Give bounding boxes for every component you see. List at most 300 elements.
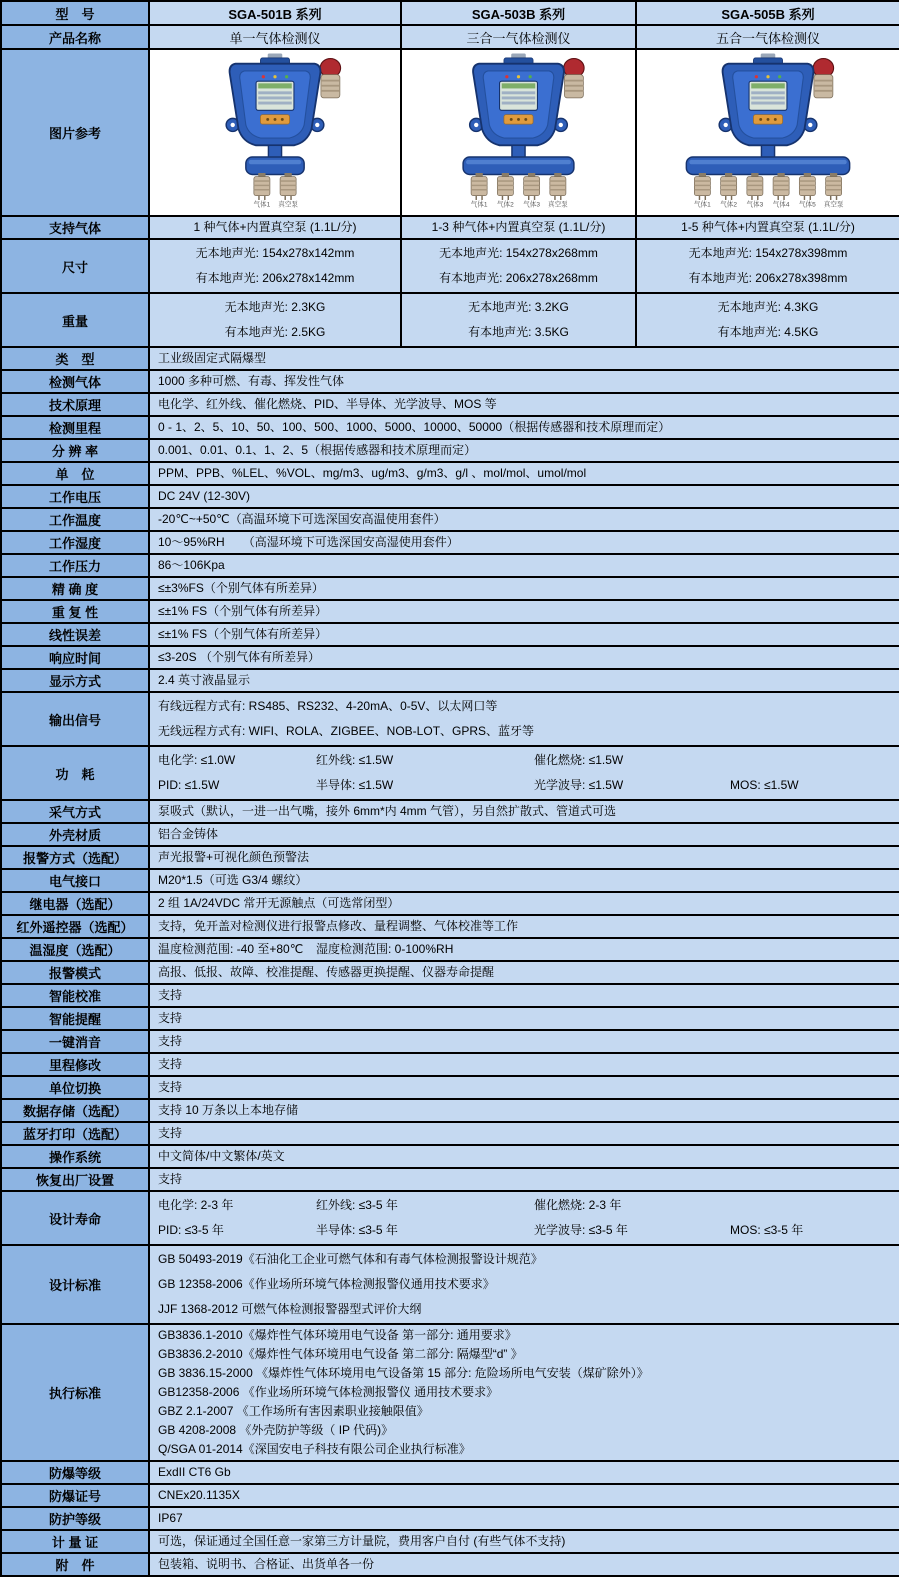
spec-value-cell: [149, 370, 899, 393]
spec-value-line: 有本地声光: 4.5KG: [717, 325, 819, 339]
spec-value-line: [158, 372, 891, 391]
spec-value-line: [158, 940, 891, 959]
spec-value-line: [158, 894, 891, 913]
sensor-label: 气体2: [720, 201, 738, 208]
sensor-label: 气体3: [746, 201, 764, 208]
spec-value-cell: [149, 1030, 899, 1053]
spec-row: [1, 1030, 899, 1053]
spec-value-line: [158, 533, 891, 552]
spec-label-cell: 工作电压: [1, 485, 149, 508]
spec-value-line: [158, 1440, 891, 1459]
spec-label-cell: 附 件: [1, 1553, 149, 1576]
spec-label-cell: 设计标准: [1, 1245, 149, 1324]
sensor-label: 气体2: [497, 201, 514, 208]
sensor-label: 气体1: [253, 201, 271, 208]
spec-value-segment: 铝合金铸体: [158, 827, 219, 841]
spec-value-segment: -20℃~+50℃（高温环境下可选深国安高温使用套件）: [158, 512, 446, 526]
spec-value-line: 有本地声光: 2.5KG: [224, 325, 326, 339]
spec-value-cell: [149, 892, 899, 915]
spec-value-cell: [149, 746, 899, 800]
sensor-manifold: [686, 157, 849, 174]
spec-value-line: [158, 441, 891, 460]
spec-value-line: [158, 1101, 891, 1120]
spec-value-cell: [149, 961, 899, 984]
spec-label-cell: 智能校准: [1, 984, 149, 1007]
spec-label-cell: 红外遥控器（选配）: [1, 915, 149, 938]
spec-value-cell: [149, 1553, 899, 1576]
spec-value-cell: [149, 485, 899, 508]
spec-value-segment: ≤3-20S （个别气体有所差异）: [158, 650, 320, 664]
spec-row: [1, 1324, 899, 1461]
spec-value-cell: [149, 669, 899, 692]
product-name-value-cell: 五合一气体检测仪: [636, 25, 899, 49]
spec-row: [1, 623, 899, 646]
spec-value-segment: 高报、低报、故障、校准提醒、传感器更换提醒、仪器寿命提醒: [158, 965, 495, 979]
spec-row: [1, 416, 899, 439]
spec-value-cell: [149, 293, 401, 347]
spec-row: [1, 1553, 899, 1576]
spec-value-segment: MOS: ≤3-5 年: [730, 1223, 804, 1237]
spec-value-line: [158, 1532, 891, 1551]
spec-value-cell: [149, 938, 899, 961]
spec-value-line: 无本地声光: 4.3KG: [717, 300, 819, 314]
spec-value-segment: 催化燃烧: ≤1.5W: [534, 753, 624, 767]
spec-label-cell: 继电器（选配）: [1, 892, 149, 915]
spec-value-segment: CNEx20.1135X: [158, 1488, 240, 1502]
spec-value-line: [158, 464, 891, 483]
spec-row: [1, 1461, 899, 1484]
spec-value-cell: [149, 1168, 899, 1191]
spec-value-cell: [636, 239, 899, 293]
spec-value-cell: [149, 1484, 899, 1507]
spec-value-line: [158, 1247, 891, 1272]
spec-value-segment: 2.4 英寸液晶显示: [158, 673, 251, 687]
model-header-row: [1, 1, 899, 25]
spec-value-line: [158, 671, 891, 690]
spec-value-line: [158, 1383, 891, 1402]
spec-value-segment: 光学波导: ≤3-5 年: [534, 1223, 628, 1237]
spec-row: [1, 1076, 899, 1099]
spec-row: [1, 347, 899, 370]
spec-value-segment: 催化燃烧: 2-3 年: [534, 1198, 622, 1212]
spec-row: [1, 239, 899, 293]
spec-value-line: 有本地声光: 206x278x268mm: [439, 271, 598, 285]
spec-value-segment: 0.001、0.01、0.1、1、2、5（根据传感器和技术原理而定）: [158, 443, 477, 457]
spec-value-line: 1-5 种气体+内置真空泵 (1.1L/分): [681, 220, 855, 234]
spec-value-segment: Q/SGA 01-2014《深国安电子科技有限公司企业执行标准》: [158, 1442, 471, 1456]
sensor-label: 气体3: [523, 201, 540, 208]
spec-row: [1, 669, 899, 692]
spec-row: [1, 462, 899, 485]
spec-value-line: 有本地声光: 206x278x398mm: [688, 271, 848, 285]
spec-row: [1, 646, 899, 669]
spec-label-cell: 显示方式: [1, 669, 149, 692]
spec-value-line: 无本地声光: 154x278x142mm: [195, 246, 355, 260]
sensor-label: 真空泵: [823, 201, 844, 208]
spec-row: [1, 531, 899, 554]
spec-row: [1, 1530, 899, 1553]
spec-row: [1, 692, 899, 746]
spec-label-cell: 类 型: [1, 347, 149, 370]
spec-label-cell: 数据存储（选配）: [1, 1099, 149, 1122]
spec-value-cell: [149, 462, 899, 485]
spec-value-line: 无本地声光: 2.3KG: [224, 300, 326, 314]
spec-value-segment: PPM、PPB、%LEL、%VOL、mg/m3、ug/m3、g/m3、g/l 、mol/mol、umol/mol: [158, 466, 587, 480]
spec-row: [1, 1484, 899, 1507]
spec-label-cell: 单 位: [1, 462, 149, 485]
spec-row: [1, 393, 899, 416]
spec-value-line: [158, 1463, 891, 1482]
spec-label-cell: 工作湿度: [1, 531, 149, 554]
spec-value-line: [158, 1509, 891, 1528]
gas-detector-illustration: [150, 52, 400, 208]
spec-value-segment: JJF 1368-2012 可燃气体检测报警器型式评价大纲: [158, 1302, 422, 1316]
spec-value-segment: M20*1.5（可选 G3/4 螺纹）: [158, 873, 308, 887]
spec-value-segment: ≤±3%FS（个别气体有所差异）: [158, 581, 324, 595]
spec-value-cell: [636, 216, 899, 239]
spec-value-segment: IP67: [158, 1511, 183, 1525]
spec-value-line: [158, 1032, 891, 1051]
spec-row: [1, 600, 899, 623]
spec-label-cell: 采气方式: [1, 800, 149, 823]
spec-value-segment: 支持: [158, 1057, 183, 1071]
product-name-label-cell: 产品名称: [1, 25, 149, 49]
spec-value-cell: [149, 1191, 899, 1245]
product-image-sga-501b: [149, 49, 401, 216]
spec-value-cell: [149, 393, 899, 416]
spec-label-cell: 里程修改: [1, 1053, 149, 1076]
spec-label-cell: 重量: [1, 293, 149, 347]
spec-value-line: [158, 802, 891, 821]
spec-label-cell: 功 耗: [1, 746, 149, 800]
spec-value-cell: [149, 1053, 899, 1076]
spec-value-segment: 红外线: ≤3-5 年: [316, 1198, 398, 1212]
spec-value-segment: 红外线: ≤1.5W: [316, 753, 394, 767]
spec-value-segment: 支持: [158, 1172, 183, 1186]
spec-value-segment: GB3836.2-2010《爆炸性气体环境用电气设备 第二部分: 隔爆型“d” 》: [158, 1347, 523, 1361]
spec-row: [1, 216, 899, 239]
spec-value-segment: 支持: [158, 1080, 183, 1094]
spec-row: [1, 1053, 899, 1076]
spec-value-segment: PID: ≤1.5W: [158, 778, 220, 792]
spec-row: [1, 1191, 899, 1245]
spec-value-line: [158, 395, 891, 414]
spec-value-segment: 86～106Kpa: [158, 558, 225, 572]
spec-value-line: 有本地声光: 206x278x142mm: [195, 271, 355, 285]
spec-label-cell: 线性误差: [1, 623, 149, 646]
image-reference-row: [1, 49, 899, 216]
spec-value-segment: ≤±1% FS（个别气体有所差异）: [158, 627, 328, 641]
spec-value-line: [158, 1009, 891, 1028]
spec-value-segment: 工业级固定式隔爆型: [158, 351, 267, 365]
spec-value-line: [158, 1421, 891, 1440]
spec-label-cell: 检测气体: [1, 370, 149, 393]
spec-value-segment: 泵吸式（默认，一进一出气嘴，接外 6mm*内 4mm 气管），另自然扩散式、管道式可选: [158, 804, 617, 818]
spec-value-segment: 支持 10 万条以上本地存储: [158, 1103, 299, 1117]
spec-value-segment: GB 4208-2008 《外壳防护等级（ IP 代码)》: [158, 1423, 394, 1437]
sensor-manifold: [463, 157, 574, 174]
spec-value-segment: 支持: [158, 1011, 183, 1025]
sensor-manifold: [246, 157, 304, 174]
spec-value-cell: [149, 1099, 899, 1122]
spec-value-cell: [149, 1530, 899, 1553]
spec-value-cell: [149, 554, 899, 577]
spec-label-cell: 防爆等级: [1, 1461, 149, 1484]
sensor-label: 真空泵: [548, 201, 568, 208]
spec-value-cell: [149, 416, 899, 439]
spec-value-line: 1-3 种气体+内置真空泵 (1.1L/分): [431, 220, 606, 234]
spec-label-cell: 恢复出厂设置: [1, 1168, 149, 1191]
spec-value-segment: 支持，免开盖对检测仪进行报警点修改、量程调整、气体校准等工作: [158, 919, 519, 933]
spec-value-cell: [149, 1122, 899, 1145]
spec-value-segment: MOS: ≤1.5W: [730, 778, 799, 792]
spec-row: [1, 1122, 899, 1145]
spec-row: [1, 746, 899, 800]
spec-label-cell: 蓝牙打印（选配）: [1, 1122, 149, 1145]
spec-label-cell: 执行标准: [1, 1324, 149, 1461]
spec-value-line: [158, 602, 891, 621]
spec-value-cell: [636, 293, 899, 347]
spec-value-line: [158, 487, 891, 506]
spec-label-cell: 电气接口: [1, 869, 149, 892]
spec-label-cell: 尺寸: [1, 239, 149, 293]
spec-row: [1, 439, 899, 462]
spec-value-segment: 0 - 1、2、5、10、50、100、500、1000、5000、10000、50000（根据传感器和技术原理而定）: [158, 420, 671, 434]
spec-value-cell: [149, 984, 899, 1007]
spec-value-line: [158, 1555, 891, 1574]
spec-row: [1, 577, 899, 600]
spec-value-segment: 电化学、红外线、催化燃烧、PID、半导体、光学波导、MOS 等: [158, 397, 497, 411]
spec-value-cell: [401, 293, 636, 347]
spec-value-cell: [149, 531, 899, 554]
spec-value-line: [158, 871, 891, 890]
spec-label-cell: 工作压力: [1, 554, 149, 577]
spec-value-line: [158, 1193, 891, 1218]
spec-value-segment: GB3836.1-2010《爆炸性气体环境用电气设备 第一部分: 通用要求》: [158, 1328, 517, 1342]
spec-value-segment: 支持: [158, 1034, 183, 1048]
spec-value-segment: 声光报警+可视化颜色预警法: [158, 850, 310, 864]
spec-row: [1, 1099, 899, 1122]
spec-value-segment: 温度检测范围: -40 至+80℃: [158, 942, 304, 956]
gas-detector-illustration: [637, 52, 899, 208]
spec-value-cell: [149, 869, 899, 892]
spec-value-cell: [149, 216, 401, 239]
spec-value-segment: 半导体: ≤1.5W: [316, 778, 394, 792]
product-image-sga-503b: [401, 49, 636, 216]
spec-value-cell: [149, 347, 899, 370]
spec-value-line: 无本地声光: 154x278x398mm: [688, 246, 848, 260]
spec-label-cell: 单位切换: [1, 1076, 149, 1099]
spec-value-cell: [149, 1007, 899, 1030]
spec-label-cell: 检测里程: [1, 416, 149, 439]
gas-detector-illustration: [402, 52, 635, 208]
spec-value-line: 无本地声光: 3.2KG: [468, 300, 569, 314]
spec-value-line: [158, 748, 891, 773]
spec-value-cell: [149, 915, 899, 938]
spec-label-cell: 防护等级: [1, 1507, 149, 1530]
spec-value-cell: [401, 216, 636, 239]
spec-value-line: [158, 648, 891, 667]
spec-value-segment: GB 12358-2006《作业场所环境气体检测报警仪通用技术要求》: [158, 1277, 495, 1291]
spec-value-segment: 电化学: ≤1.0W: [158, 753, 236, 767]
spec-value-segment: 电化学: 2-3 年: [158, 1198, 234, 1212]
spec-value-cell: [149, 846, 899, 869]
spec-value-segment: PID: ≤3-5 年: [158, 1223, 224, 1237]
spec-row: [1, 869, 899, 892]
spec-value-line: [158, 848, 891, 867]
spec-value-segment: GB12358-2006 《作业场所环境气体检测报警仪 通用技术要求》: [158, 1385, 499, 1399]
spec-row: [1, 892, 899, 915]
spec-value-cell: [149, 1076, 899, 1099]
spec-value-line: [158, 1364, 891, 1383]
spec-value-cell: [149, 800, 899, 823]
spec-row: [1, 370, 899, 393]
spec-row: [1, 1007, 899, 1030]
spec-value-line: 1 种气体+内置真空泵 (1.1L/分): [193, 220, 357, 234]
spec-value-line: [158, 1078, 891, 1097]
spec-label-cell: 重 复 性: [1, 600, 149, 623]
spec-value-line: [158, 1124, 891, 1143]
spec-label-cell: 计 量 证: [1, 1530, 149, 1553]
spec-value-line: [158, 719, 891, 744]
spec-value-line: [158, 1147, 891, 1166]
spec-value-line: 有本地声光: 3.5KG: [468, 325, 569, 339]
spec-row: [1, 823, 899, 846]
spec-value-line: [158, 694, 891, 719]
spec-value-segment: 湿度检测范围: 0-100%RH: [316, 942, 454, 956]
spec-value-segment: ExdII CT6 Gb: [158, 1465, 231, 1479]
spec-value-line: [158, 1345, 891, 1364]
spec-row: [1, 915, 899, 938]
model-name-cell: SGA-505B 系列: [636, 1, 899, 25]
spec-value-line: [158, 1218, 891, 1243]
spec-value-segment: 可选，保证通过全国任意一家第三方计量院，费用客户自付 (有些气体不支持): [158, 1534, 566, 1548]
model-name-cell: SGA-501B 系列: [149, 1, 401, 25]
spec-value-cell: [149, 1145, 899, 1168]
spec-table-body: [1, 1, 899, 1576]
spec-label-cell: 响应时间: [1, 646, 149, 669]
spec-label-cell: 设计寿命: [1, 1191, 149, 1245]
spec-value-cell: [149, 646, 899, 669]
sensor-label: 气体4: [772, 201, 790, 208]
product-name-value-cell: 三合一气体检测仪: [401, 25, 636, 49]
spec-label-cell: 分 辨 率: [1, 439, 149, 462]
spec-label-cell: 一键消音: [1, 1030, 149, 1053]
spec-label-cell: 输出信号: [1, 692, 149, 746]
spec-row: [1, 1168, 899, 1191]
spec-value-segment: 光学波导: ≤1.5W: [534, 778, 624, 792]
spec-value-line: 无本地声光: 154x278x268mm: [439, 246, 598, 260]
spec-value-line: [158, 917, 891, 936]
spec-label-cell: 报警方式（选配）: [1, 846, 149, 869]
spec-label-cell: 支持气体: [1, 216, 149, 239]
sensor-label: 气体1: [694, 201, 711, 208]
spec-row: [1, 846, 899, 869]
product-image-sga-505b: [636, 49, 899, 216]
spec-value-line: [158, 1486, 891, 1505]
spec-row: [1, 485, 899, 508]
image-reference-label-cell: 图片参考: [1, 49, 149, 216]
spec-value-cell: [149, 692, 899, 746]
model-label-cell: 型 号: [1, 1, 149, 25]
product-name-row: [1, 25, 899, 49]
sensor-label: 气体1: [470, 201, 488, 208]
spec-value-cell: [401, 239, 636, 293]
spec-row: [1, 508, 899, 531]
spec-value-line: [158, 1297, 891, 1322]
spec-value-segment: 包装箱、说明书、合格证、出货单各一份: [158, 1557, 375, 1571]
spec-value-segment: 中文简体/中文繁体/英文: [158, 1149, 285, 1163]
spec-value-segment: 有线远程方式有: RS485、RS232、4-20mA、0-5V、以太网口等: [158, 699, 498, 713]
spec-row: [1, 554, 899, 577]
spec-value-line: [158, 1402, 891, 1421]
spec-row: [1, 961, 899, 984]
spec-value-cell: [149, 439, 899, 462]
spec-value-cell: [149, 239, 401, 293]
spec-label-cell: 技术原理: [1, 393, 149, 416]
spec-value-segment: 10～95%RH （高湿环境下可选深国安高湿使用套件）: [158, 535, 459, 549]
spec-value-line: [158, 418, 891, 437]
spec-value-line: [158, 579, 891, 598]
spec-value-segment: GBZ 2.1-2007 《工作场所有害因素职业接触限值》: [158, 1404, 429, 1418]
spec-value-line: [158, 1170, 891, 1189]
spec-value-line: [158, 986, 891, 1005]
spec-value-cell: [149, 600, 899, 623]
spec-value-cell: [149, 1507, 899, 1530]
spec-value-segment: DC 24V (12-30V): [158, 489, 251, 503]
spec-value-line: [158, 625, 891, 644]
spec-label-cell: 精 确 度: [1, 577, 149, 600]
spec-row: [1, 1507, 899, 1530]
spec-label-cell: 温湿度（选配）: [1, 938, 149, 961]
spec-label-cell: 外壳材质: [1, 823, 149, 846]
spec-label-cell: 操作系统: [1, 1145, 149, 1168]
spec-row: [1, 1145, 899, 1168]
spec-label-cell: 工作温度: [1, 508, 149, 531]
spec-value-line: [158, 1055, 891, 1074]
spec-value-segment: 2 组 1A/24VDC 常开无源触点（可选常闭型）: [158, 896, 400, 910]
spec-value-line: [158, 963, 891, 982]
spec-label-cell: 智能提醒: [1, 1007, 149, 1030]
spec-value-segment: 支持: [158, 1126, 183, 1140]
spec-value-segment: 1000 多种可燃、有毒、挥发性气体: [158, 374, 345, 388]
spec-value-segment: GB 50493-2019《石油化工企业可燃气体和有毒气体检测报警设计规范》: [158, 1252, 543, 1266]
spec-value-segment: 半导体: ≤3-5 年: [316, 1223, 398, 1237]
spec-value-cell: [149, 623, 899, 646]
model-name-cell: SGA-503B 系列: [401, 1, 636, 25]
spec-value-cell: [149, 1245, 899, 1324]
spec-value-line: [158, 773, 891, 798]
spec-label-cell: 防爆证号: [1, 1484, 149, 1507]
spec-value-segment: 支持: [158, 988, 183, 1002]
spec-value-line: [158, 556, 891, 575]
spec-value-segment: ≤±1% FS（个别气体有所差异）: [158, 604, 328, 618]
spec-value-line: [158, 1272, 891, 1297]
spec-value-line: [158, 349, 891, 368]
spec-row: [1, 984, 899, 1007]
spec-value-line: [158, 510, 891, 529]
spec-value-cell: [149, 1461, 899, 1484]
product-name-value-cell: 单一气体检测仪: [149, 25, 401, 49]
spec-value-segment: 无线远程方式有: WIFI、ROLA、ZIGBEE、NOB-LOT、GPRS、蓝牙等: [158, 724, 535, 738]
spec-value-cell: [149, 508, 899, 531]
spec-label-cell: 报警模式: [1, 961, 149, 984]
spec-value-cell: [149, 1324, 899, 1461]
sensor-label: 真空泵: [278, 201, 298, 208]
spec-value-cell: [149, 577, 899, 600]
spec-row: [1, 938, 899, 961]
spec-row: [1, 1245, 899, 1324]
